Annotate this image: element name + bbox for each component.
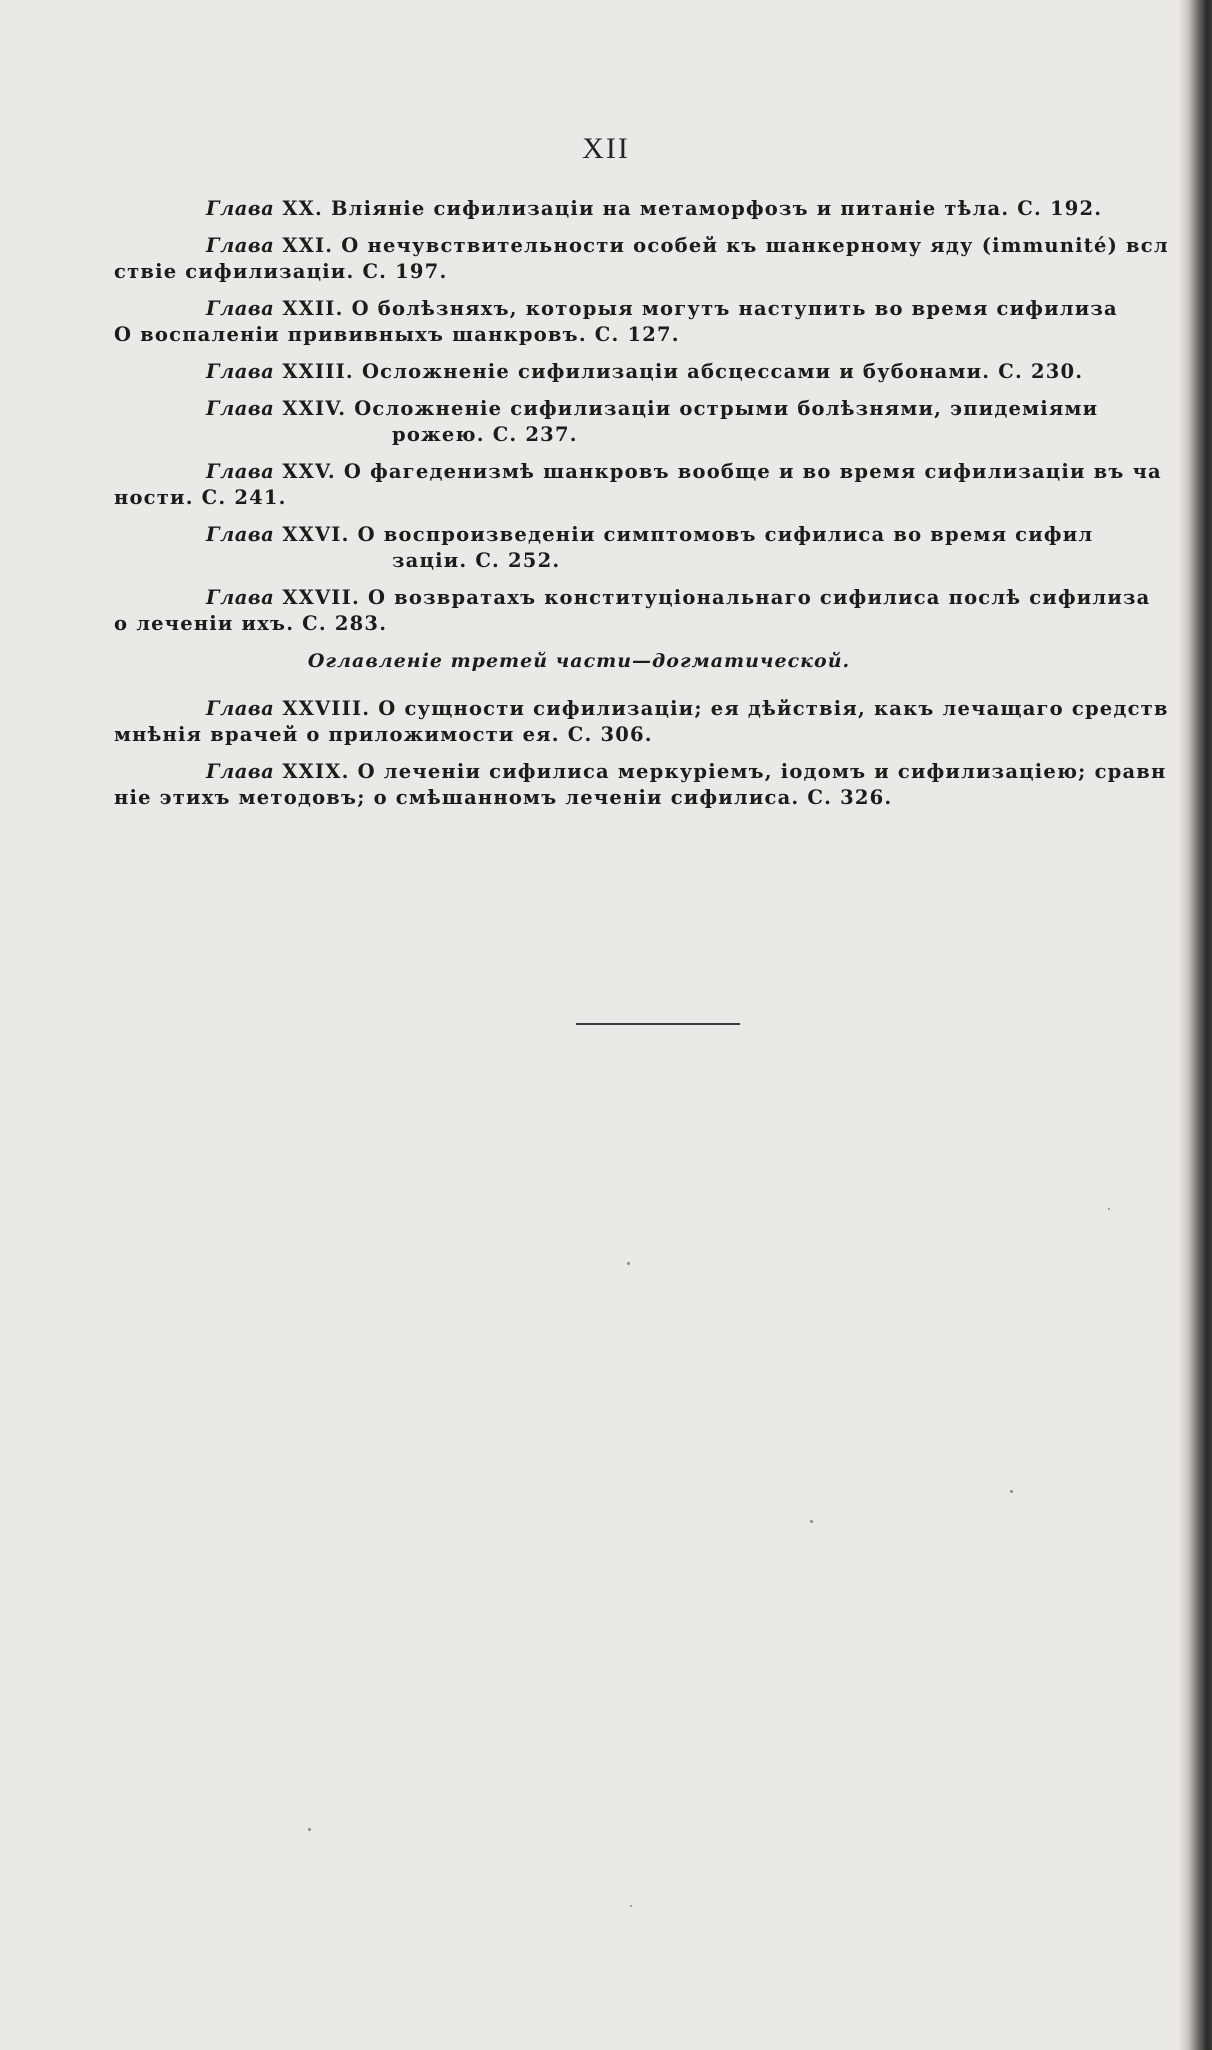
page-edge-shadow <box>1178 0 1212 2050</box>
chapter-label: Глава <box>206 460 275 483</box>
chapter-title-continuation: о леченіи ихъ. С. 283. <box>114 612 388 635</box>
toc-entry-chapter-24 <box>114 396 1184 448</box>
chapter-number: XXVIII. <box>282 697 371 720</box>
chapter-label: Глава <box>206 360 275 383</box>
chapter-label: Глава <box>206 297 275 320</box>
toc-entry-chapter-29 <box>114 759 1184 811</box>
chapter-number: XXIX. <box>282 760 350 783</box>
chapter-number: XXIII. <box>282 360 354 383</box>
toc-entry-chapter-20 <box>114 196 1184 222</box>
toc-entry-chapter-25 <box>114 459 1184 511</box>
chapter-label: Глава <box>206 697 275 720</box>
chapter-number: XXIV. <box>282 397 347 420</box>
toc-entry-chapter-27 <box>114 585 1184 637</box>
chapter-title-continuation: ности. С. 241. <box>114 486 287 509</box>
chapter-label: Глава <box>206 234 275 257</box>
chapter-label: Глава <box>206 197 275 220</box>
toc-entry-chapter-26 <box>114 522 1184 574</box>
paper-speck <box>627 1262 630 1265</box>
chapter-label: Глава <box>206 586 275 609</box>
chapter-title-line: О сущности сифилизаціи; ея дѣйствія, какъ лечащаго средств <box>378 697 1169 720</box>
chapter-number: XXI. <box>282 234 334 257</box>
chapter-title-line: О болѣзняхъ, которыя могутъ наступить во время сифилиза <box>351 297 1118 320</box>
paper-speck <box>810 1520 813 1523</box>
chapter-title-continuation: ствіе сифилизаціи. С. 197. <box>114 260 448 283</box>
page-number: XII <box>582 132 630 165</box>
chapter-number: XXII. <box>282 297 344 320</box>
chapter-title-line: О фагеденизмѣ шанкровъ вообще и во время сифилизаціи въ ча <box>343 460 1162 483</box>
chapter-number: XXVII. <box>282 586 360 609</box>
chapter-label: Глава <box>206 397 275 420</box>
chapter-number: XX. <box>282 197 323 220</box>
toc-entry-chapter-23 <box>114 359 1184 385</box>
toc-entry-chapter-28 <box>114 696 1184 748</box>
chapter-title-continuation: рожею. С. 237. <box>392 423 578 446</box>
chapter-title-continuation: заціи. С. 252. <box>392 549 561 572</box>
toc-entry-chapter-21 <box>114 233 1184 285</box>
closing-rule <box>576 1023 740 1025</box>
chapter-number: XXVI. <box>282 523 350 546</box>
chapter-title-continuation: мнѣнія врачей о приложимости ея. С. 306. <box>114 723 653 746</box>
paper-speck <box>1108 1208 1110 1210</box>
paper-speck <box>630 1905 632 1907</box>
section-heading: Оглавленіе третей части—догматической. <box>307 650 851 672</box>
paper-speck <box>1010 1490 1013 1493</box>
chapter-title-line: О леченіи сифилиса меркуріемъ, іодомъ и сифилизаціею; сравн <box>357 760 1167 783</box>
chapter-title-continuation: О воспаленіи прививныхъ шанкровъ. С. 127. <box>114 323 680 346</box>
table-of-contents <box>114 196 1184 822</box>
chapter-label: Глава <box>206 760 275 783</box>
toc-entry-chapter-22 <box>114 296 1184 348</box>
chapter-title-line: Вліяніе сифилизаціи на метаморфозъ и питаніе тѣла. С. 192. <box>330 197 1103 220</box>
chapter-title-line: О воспроизведеніи симптомовъ сифилиса во время сифил <box>357 523 1094 546</box>
chapter-title-line: О возвратахъ конституціональнаго сифилиса послѣ сифилиза <box>367 586 1151 609</box>
chapter-label: Глава <box>206 523 275 546</box>
chapter-title-line: Осложненіе сифилизаціи абсцессами и бубонами. С. 230. <box>361 360 1084 383</box>
chapter-number: XXV. <box>282 460 336 483</box>
chapter-title-continuation: ніе этихъ методовъ; о смѣшанномъ леченіи сифилиса. С. 326. <box>114 786 893 809</box>
chapter-title-line: О нечувствительности особей къ шанкерному яду (immunité) всл <box>341 234 1169 257</box>
paper-speck <box>308 1828 311 1831</box>
chapter-title-line: Осложненіе сифилизаціи острыми болѣзнями, эпидеміями <box>354 397 1099 420</box>
